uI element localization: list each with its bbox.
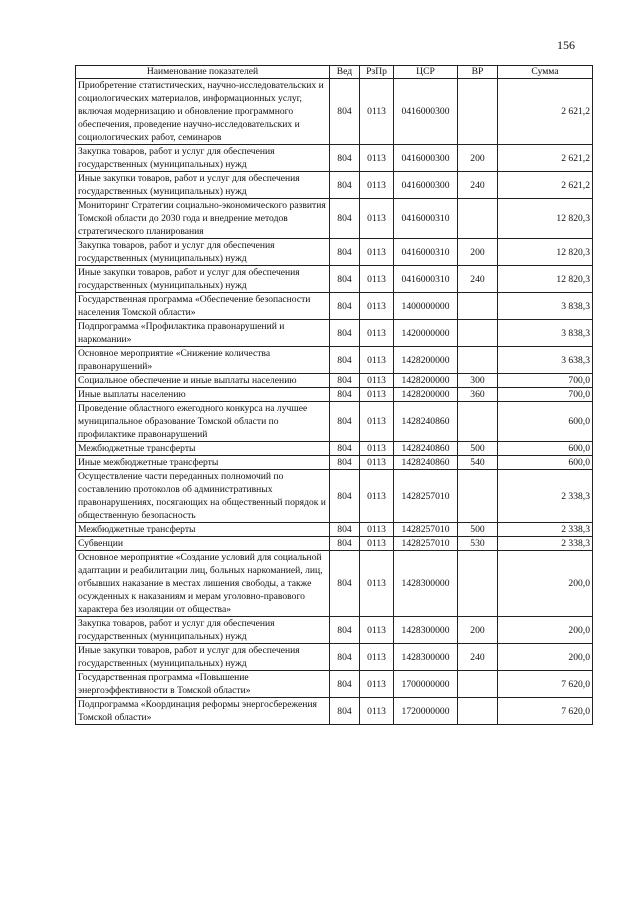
row-csr-cell: 0416000310 <box>394 199 458 239</box>
row-csr-cell: 1720000000 <box>394 698 458 725</box>
table-row <box>76 617 593 644</box>
row-name-cell: Закупка товаров, работ и услуг для обеспечения государственных (муниципальных) нужд <box>76 617 330 644</box>
row-rzpr-cell: 0113 <box>360 442 394 456</box>
row-sum-cell: 2 338,3 <box>498 537 593 551</box>
row-sum-cell: 12 820,3 <box>498 266 593 293</box>
row-sum-cell: 2 621,2 <box>498 79 593 145</box>
row-rzpr-cell: 0113 <box>360 617 394 644</box>
row-vr-cell: 500 <box>458 523 498 537</box>
table-row <box>76 470 593 523</box>
row-ved-cell: 804 <box>330 145 360 172</box>
row-rzpr-cell: 0113 <box>360 347 394 374</box>
row-csr-cell: 1420000000 <box>394 320 458 347</box>
row-csr-cell: 0416000310 <box>394 266 458 293</box>
table-row <box>76 347 593 374</box>
header-csr: ЦСР <box>394 66 458 79</box>
table-row <box>76 172 593 199</box>
row-sum-cell: 3 638,3 <box>498 347 593 374</box>
table-row <box>76 698 593 725</box>
row-vr-cell <box>458 671 498 698</box>
table-row <box>76 644 593 671</box>
row-ved-cell: 804 <box>330 551 360 617</box>
table-row <box>76 523 593 537</box>
row-name-cell: Проведение областного ежегодного конкурса на лучшее муниципальное образование Томской области по профилактике правонарушений <box>76 402 330 442</box>
row-vr-cell <box>458 470 498 523</box>
row-ved-cell: 804 <box>330 644 360 671</box>
row-vr-cell <box>458 293 498 320</box>
row-rzpr-cell: 0113 <box>360 388 394 402</box>
table-row <box>76 537 593 551</box>
row-csr-cell: 1428200000 <box>394 347 458 374</box>
row-rzpr-cell: 0113 <box>360 293 394 320</box>
row-csr-cell: 1428240860 <box>394 402 458 442</box>
row-rzpr-cell: 0113 <box>360 456 394 470</box>
row-sum-cell: 7 620,0 <box>498 698 593 725</box>
row-vr-cell <box>458 402 498 442</box>
row-rzpr-cell: 0113 <box>360 644 394 671</box>
header-sum: Сумма <box>498 66 593 79</box>
row-name-cell: Закупка товаров, работ и услуг для обеспечения государственных (муниципальных) нужд <box>76 145 330 172</box>
row-sum-cell: 2 621,2 <box>498 172 593 199</box>
row-rzpr-cell: 0113 <box>360 551 394 617</box>
row-ved-cell: 804 <box>330 470 360 523</box>
table-row <box>76 374 593 388</box>
row-sum-cell: 7 620,0 <box>498 671 593 698</box>
row-sum-cell: 2 338,3 <box>498 470 593 523</box>
row-ved-cell: 804 <box>330 293 360 320</box>
table-row <box>76 145 593 172</box>
row-name-cell: Иные закупки товаров, работ и услуг для обеспечения государственных (муниципальных) нужд <box>76 172 330 199</box>
table-row <box>76 551 593 617</box>
row-ved-cell: 804 <box>330 239 360 266</box>
row-ved-cell: 804 <box>330 320 360 347</box>
row-vr-cell <box>458 79 498 145</box>
row-csr-cell: 1428300000 <box>394 644 458 671</box>
row-vr-cell: 300 <box>458 374 498 388</box>
row-name-cell: Мониторинг Стратегии социально-экономического развития Томской области до 2030 года и внедрение методов стратегического планирования <box>76 199 330 239</box>
row-vr-cell: 540 <box>458 456 498 470</box>
header-ved: Вед <box>330 66 360 79</box>
row-name-cell: Субвенции <box>76 537 330 551</box>
row-ved-cell: 804 <box>330 347 360 374</box>
row-sum-cell: 3 838,3 <box>498 293 593 320</box>
table-row <box>76 293 593 320</box>
row-csr-cell: 1428300000 <box>394 551 458 617</box>
row-csr-cell: 0416000300 <box>394 79 458 145</box>
budget-table <box>75 65 593 725</box>
row-vr-cell <box>458 551 498 617</box>
row-sum-cell: 2 621,2 <box>498 145 593 172</box>
row-name-cell: Основное мероприятие «Создание условий для социальной адаптации и реабилитации лиц, больных наркоманией, лиц, отбывших наказание в местах лишения свободы, а также осужденных к наказаниям и мерам уголовно-правового характера без изоляции от общества» <box>76 551 330 617</box>
row-name-cell: Подпрограмма «Координация реформы энергосбережения Томской области» <box>76 698 330 725</box>
header-rzpr: РзПр <box>360 66 394 79</box>
row-name-cell: Иные закупки товаров, работ и услуг для обеспечения государственных (муниципальных) нужд <box>76 266 330 293</box>
row-vr-cell <box>458 698 498 725</box>
row-csr-cell: 1428257010 <box>394 470 458 523</box>
table-row <box>76 442 593 456</box>
row-ved-cell: 804 <box>330 266 360 293</box>
row-name-cell: Подпрограмма «Профилактика правонарушений и наркомании» <box>76 320 330 347</box>
row-sum-cell: 600,0 <box>498 456 593 470</box>
table-header-row <box>76 66 593 79</box>
row-sum-cell: 600,0 <box>498 402 593 442</box>
row-name-cell: Закупка товаров, работ и услуг для обеспечения государственных (муниципальных) нужд <box>76 239 330 266</box>
row-ved-cell: 804 <box>330 199 360 239</box>
row-rzpr-cell: 0113 <box>360 145 394 172</box>
row-sum-cell: 2 338,3 <box>498 523 593 537</box>
row-sum-cell: 200,0 <box>498 617 593 644</box>
row-csr-cell: 1428240860 <box>394 442 458 456</box>
header-vr: ВР <box>458 66 498 79</box>
row-sum-cell: 200,0 <box>498 551 593 617</box>
row-rzpr-cell: 0113 <box>360 671 394 698</box>
row-rzpr-cell: 0113 <box>360 79 394 145</box>
row-rzpr-cell: 0113 <box>360 172 394 199</box>
row-rzpr-cell: 0113 <box>360 374 394 388</box>
row-name-cell: Иные межбюджетные трансферты <box>76 456 330 470</box>
row-vr-cell: 500 <box>458 442 498 456</box>
table-row <box>76 199 593 239</box>
row-vr-cell <box>458 347 498 374</box>
row-csr-cell: 0416000310 <box>394 239 458 266</box>
row-csr-cell: 1428200000 <box>394 374 458 388</box>
table-row <box>76 388 593 402</box>
row-ved-cell: 804 <box>330 172 360 199</box>
row-csr-cell: 1428257010 <box>394 537 458 551</box>
row-rzpr-cell: 0113 <box>360 537 394 551</box>
row-name-cell: Государственная программа «Обеспечение безопасности населения Томской области» <box>76 293 330 320</box>
row-sum-cell: 12 820,3 <box>498 239 593 266</box>
page-number: 156 <box>557 38 575 52</box>
row-name-cell: Осуществление части переданных полномочий по составлению протоколов об административных правонарушениях, посягающих на общественный порядок и общественную безопасность <box>76 470 330 523</box>
row-vr-cell: 200 <box>458 239 498 266</box>
row-sum-cell: 3 838,3 <box>498 320 593 347</box>
row-ved-cell: 804 <box>330 442 360 456</box>
row-name-cell: Межбюджетные трансферты <box>76 523 330 537</box>
row-rzpr-cell: 0113 <box>360 402 394 442</box>
row-csr-cell: 0416000300 <box>394 145 458 172</box>
row-rzpr-cell: 0113 <box>360 320 394 347</box>
row-vr-cell: 240 <box>458 266 498 293</box>
header-name: Наименование показателей <box>76 66 330 79</box>
row-csr-cell: 1428200000 <box>394 388 458 402</box>
row-name-cell: Иные закупки товаров, работ и услуг для обеспечения государственных (муниципальных) нужд <box>76 644 330 671</box>
row-rzpr-cell: 0113 <box>360 239 394 266</box>
row-vr-cell: 200 <box>458 617 498 644</box>
row-sum-cell: 700,0 <box>498 388 593 402</box>
row-ved-cell: 804 <box>330 456 360 470</box>
row-ved-cell: 804 <box>330 698 360 725</box>
row-sum-cell: 12 820,3 <box>498 199 593 239</box>
row-vr-cell: 360 <box>458 388 498 402</box>
table-row <box>76 239 593 266</box>
row-csr-cell: 0416000300 <box>394 172 458 199</box>
row-rzpr-cell: 0113 <box>360 266 394 293</box>
row-name-cell: Межбюджетные трансферты <box>76 442 330 456</box>
table-row <box>76 266 593 293</box>
row-ved-cell: 804 <box>330 388 360 402</box>
row-vr-cell: 240 <box>458 644 498 671</box>
table-row <box>76 79 593 145</box>
row-rzpr-cell: 0113 <box>360 470 394 523</box>
row-ved-cell: 804 <box>330 79 360 145</box>
row-sum-cell: 200,0 <box>498 644 593 671</box>
row-csr-cell: 1700000000 <box>394 671 458 698</box>
row-csr-cell: 1400000000 <box>394 293 458 320</box>
table-row <box>76 671 593 698</box>
row-csr-cell: 1428240860 <box>394 456 458 470</box>
row-vr-cell: 240 <box>458 172 498 199</box>
row-name-cell: Иные выплаты населению <box>76 388 330 402</box>
row-csr-cell: 1428300000 <box>394 617 458 644</box>
row-rzpr-cell: 0113 <box>360 523 394 537</box>
row-vr-cell: 200 <box>458 145 498 172</box>
row-csr-cell: 1428257010 <box>394 523 458 537</box>
row-vr-cell <box>458 199 498 239</box>
row-ved-cell: 804 <box>330 537 360 551</box>
row-rzpr-cell: 0113 <box>360 698 394 725</box>
row-ved-cell: 804 <box>330 374 360 388</box>
row-ved-cell: 804 <box>330 671 360 698</box>
table-row <box>76 456 593 470</box>
row-vr-cell <box>458 320 498 347</box>
row-sum-cell: 700,0 <box>498 374 593 388</box>
row-sum-cell: 600,0 <box>498 442 593 456</box>
row-ved-cell: 804 <box>330 523 360 537</box>
table-row <box>76 402 593 442</box>
table-row <box>76 320 593 347</box>
row-ved-cell: 804 <box>330 617 360 644</box>
row-name-cell: Основное мероприятие «Снижение количества правонарушений» <box>76 347 330 374</box>
row-name-cell: Социальное обеспечение и иные выплаты населению <box>76 374 330 388</box>
row-name-cell: Государственная программа «Повышение энергоэффективности в Томской области» <box>76 671 330 698</box>
row-ved-cell: 804 <box>330 402 360 442</box>
row-rzpr-cell: 0113 <box>360 199 394 239</box>
row-name-cell: Приобретение статистических, научно-исследовательских и социологических материалов, информационных услуг, включая модернизацию и обновление программного обеспечения, проведение научно-исследовательских и социологических работ, семинаров <box>76 79 330 145</box>
row-vr-cell: 530 <box>458 537 498 551</box>
